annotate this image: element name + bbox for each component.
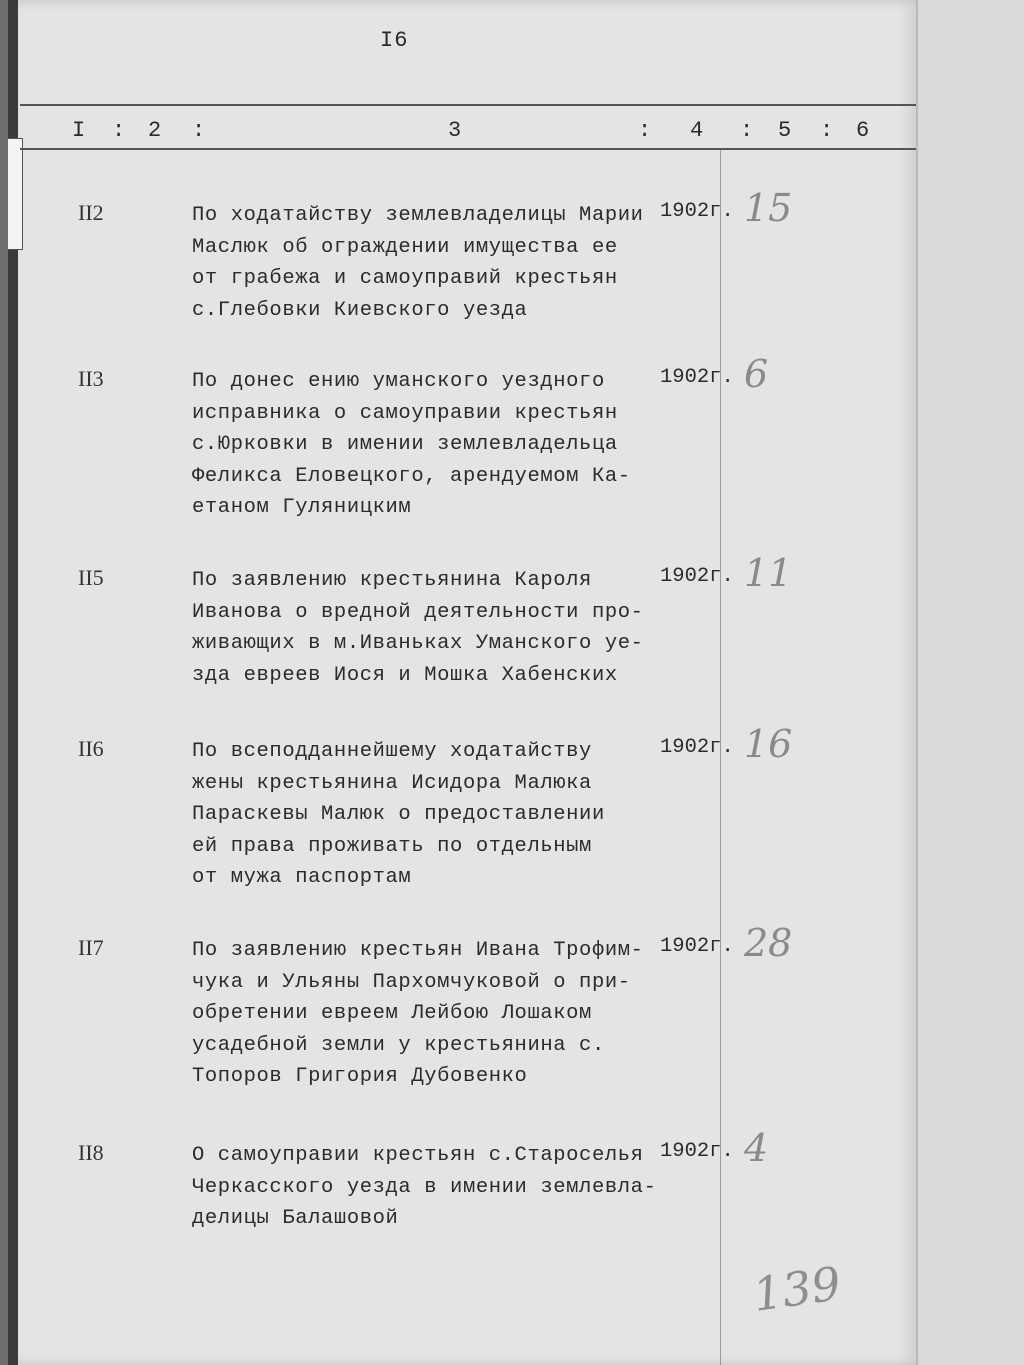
column-header-2: 2 [148,118,164,143]
entry-title: По ходатайству землевладелицы Марии Маслюк об ограждении имущества ее от грабежа и самоуправий крестьян с.Глебовки Киевского уезда [192,204,644,322]
entry-title: По заявлению крестьянина Кароля Иванова о вредной деятельности про- живающих в м.Иваньках Уманского уе- зда евреев Иося и Мошка Хабенских [192,569,644,687]
entry-number: II5 [78,565,104,590]
entry-year: 1902г. [660,200,734,223]
handwritten-folio-number: 139 [749,1256,845,1322]
entry-sheet-count: 6 [744,352,769,396]
column-header-6: 6 [856,118,872,143]
entry-title: По заявлению крестьян Ивана Трофим- чука и Ульяны Пархомчуковой о при- обретении евреем Лейбою Лошаком усадебной земли у крестьянина с. Топоров Григория Дубовенко [192,939,644,1088]
column-separator: : [740,118,756,143]
entry-number: II3 [78,366,104,391]
page-number: I6 [380,28,409,53]
column-separator: : [638,118,654,143]
entry-number: II7 [78,935,104,960]
entry-number: II8 [78,1140,104,1165]
entry-year: 1902г. [660,1140,734,1163]
header-rule-bottom [20,148,920,150]
entry-sheet-count: 4 [744,1126,769,1170]
column-separator: : [820,118,836,143]
entry-sheet-count: 16 [744,722,793,766]
column-separator: : [112,118,128,143]
entry-year: 1902г. [660,736,734,759]
entry-sheet-count: 15 [744,186,793,230]
column-header-5: 5 [778,118,794,143]
entry-year: 1902г. [660,366,734,389]
header-rule-top [20,104,920,106]
entry-number: II2 [78,200,104,225]
entry-year: 1902г. [660,935,734,958]
column-header-1: I [72,118,88,143]
entry-sheet-count: 28 [744,921,793,965]
column-header-3: 3 [448,118,464,143]
entry-title: По донес ению уманского уездного исправника о самоуправии крестьян с.Юрковки в имении землевладельца Феликса Еловецкого, арендуемом Ка- етаном Гуляницким [192,370,631,519]
entry-sheet-count: 11 [744,551,793,595]
entry-year: 1902г. [660,565,734,588]
column-header-4: 4 [690,118,706,143]
entry-title: По всеподданнейшему ходатайству жены крестьянина Исидора Малюка Параскевы Малюк о предоставлении ей права проживать по отдельным от мужа паспортам [192,740,605,889]
paper-clip-tab [8,138,23,250]
entry-number: II6 [78,736,104,761]
document-page [8,0,916,1365]
column-separator: : [192,118,208,143]
entry-title: О самоуправии крестьян с.Староселья Черкасского уезда в имении землевла- делицы Балашовой [192,1144,657,1230]
underlying-page [916,0,1024,1365]
